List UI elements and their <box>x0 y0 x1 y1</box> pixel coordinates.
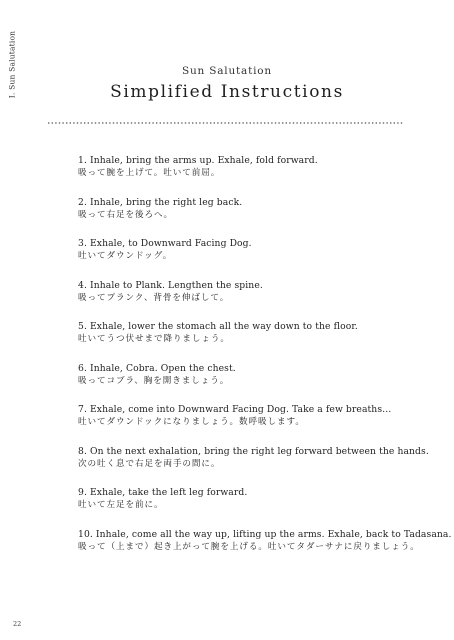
instruction-step <box>78 445 429 488</box>
instruction-english: 1. Inhale, bring the arms up. Exhale, fold forward. <box>78 155 318 166</box>
instruction-japanese: 吐いてダウンドックになりましょう。数呼吸します。 <box>78 417 305 427</box>
instruction-english: 6. Inhale, Cobra. Open the chest. <box>78 362 236 374</box>
instruction-english: 4. Inhale to Plank. Lengthen the spine. <box>78 279 263 291</box>
instruction-english: 3. Exhale, to Downward Facing Dog. <box>78 238 252 249</box>
instruction-step <box>78 487 423 529</box>
instruction-step <box>78 528 452 571</box>
section-subtitle: Sun Salutation <box>182 65 272 77</box>
instruction-step <box>78 155 423 197</box>
instruction-english: 2. Inhale, bring the right leg back. <box>78 196 243 208</box>
instruction-english: 9. Exhale, take the left leg forward. <box>78 487 248 498</box>
page-number: 22 <box>13 620 22 628</box>
page-title: Simplified Instructions <box>110 82 344 102</box>
instruction-japanese: 吐いてうつ伏せまで降りましょう。 <box>78 334 230 344</box>
chapter-side-label-text: I. Sun Salutation <box>7 30 17 99</box>
instruction-english: 8. On the next exhalation, bring the right leg forward between the hands. <box>78 445 429 457</box>
dotted-divider <box>48 121 404 125</box>
instruction-japanese: 吸ってプランク、背骨を伸ばして。 <box>78 292 230 303</box>
instruction-step <box>78 197 423 239</box>
instruction-japanese: 次の吐く息で右足を両手の間に。 <box>78 458 221 469</box>
instruction-english: 7. Exhale, come into Downward Facing Dog. Take a few breaths… <box>78 404 392 415</box>
instruction-step <box>78 363 423 405</box>
instruction-japanese: 吸って右足を後ろへ。 <box>78 209 173 220</box>
instruction-list <box>78 155 452 570</box>
instruction-english: 10. Inhale, come all the way up, lifting up the arms. Exhale, back to Tadasana. <box>78 528 452 540</box>
instruction-japanese: 吸って腕を上げて。吐いて前屈。 <box>78 168 221 178</box>
instruction-step <box>78 321 423 363</box>
instruction-step <box>78 404 423 446</box>
instruction-japanese: 吐いてダウンドッグ。 <box>78 251 173 261</box>
instruction-english: 5. Exhale, lower the stomach all the way down to the floor. <box>78 321 358 332</box>
instruction-japanese: 吸ってコブラ、胸を開きましょう。 <box>78 375 230 386</box>
instruction-japanese: 吸って（上まで）起き上がって腕を上げる。吐いてタダーサナに戻りましょう。 <box>78 541 420 552</box>
instruction-step <box>78 280 423 322</box>
instruction-step <box>78 238 423 280</box>
instruction-japanese: 吐いて左足を前に。 <box>78 500 164 510</box>
